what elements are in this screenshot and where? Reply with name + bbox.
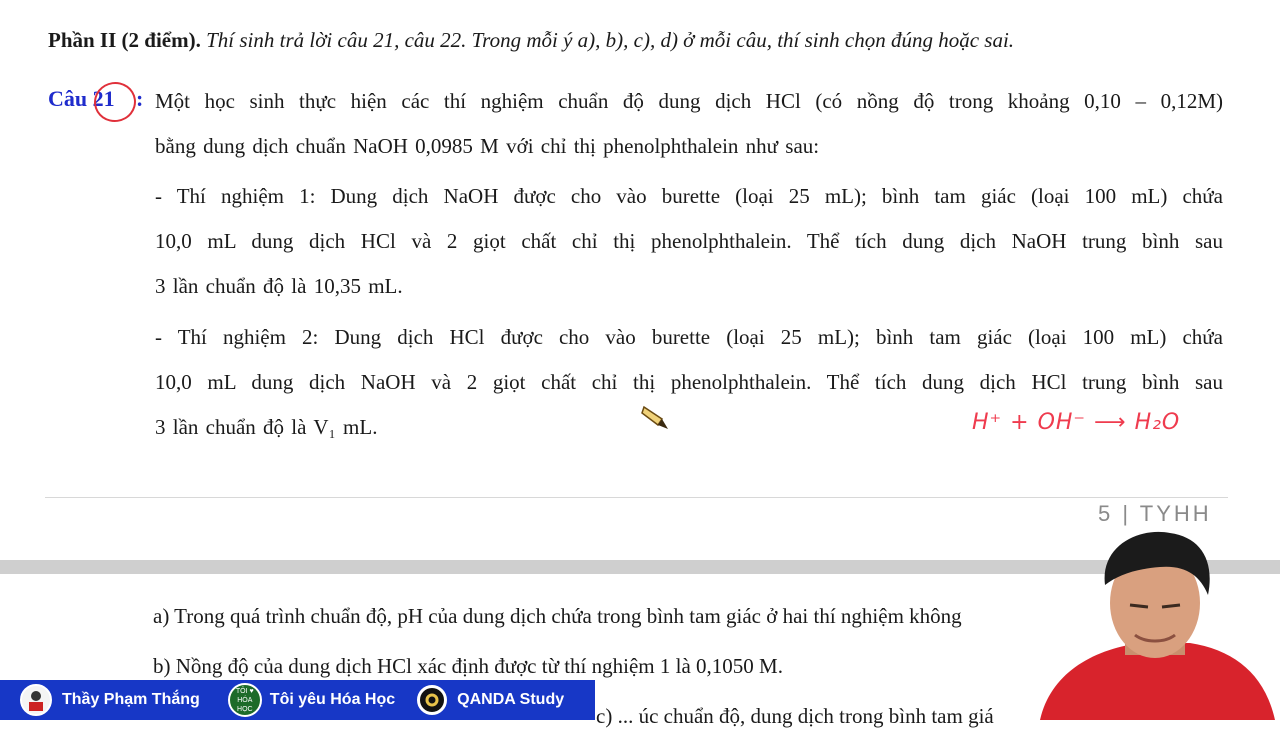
exp2-line-2: 10,0 mL dung dịch NaOH và 2 giọt chất chỉ thị phenolphthalein. Thể tích dung dịch HCl trung bình sau — [155, 370, 1223, 394]
exp1-line-3: 3 lần chuẩn độ là 10,35 mL. — [155, 274, 403, 298]
question-colon: : — [136, 86, 144, 111]
exp1-line-1: - Thí nghiệm 1: Dung dịch NaOH được cho vào burette (loại 25 mL); bình tam giác (loại 100 mL) chứa — [155, 184, 1223, 208]
exp2-line-3: 3 lần chuẩn độ là V₁ mL. — [155, 415, 378, 439]
brand-qanda — [417, 685, 564, 715]
section-heading — [48, 28, 1014, 53]
teacher-avatar — [20, 684, 52, 716]
exp2-line-1: - Thí nghiệm 2: Dung dịch HCl được cho vào burette (loại 25 mL); bình tam giác (loại 100 mL) chứa — [155, 325, 1223, 349]
option-c: c) ... úc chuẩn độ, dung dịch trong bình tam giá — [596, 704, 994, 728]
section-instructions: Thí sinh trả lời câu 21, câu 22. Trong mỗi ý a), b), c), d) ở mỗi câu, thí sinh chọn đúng hoặc sai. — [206, 28, 1015, 52]
intro-line-2: bằng dung dịch chuẩn NaOH 0,0985 M với chỉ thị phenolphthalein như sau: — [155, 134, 820, 158]
page-divider-line — [45, 497, 1228, 498]
intro-line-1: Một học sinh thực hiện các thí nghiệm chuẩn độ dung dịch HCl (có nồng độ trong khoảng 0,10 – 0,12M) — [155, 89, 1223, 113]
brand-bar — [0, 680, 595, 720]
brand-teacher — [20, 684, 200, 716]
chemistry-label: Tôi yêu Hóa Học — [269, 691, 396, 708]
question-number: 21 — [92, 86, 115, 111]
teacher-name: Thầy Phạm Thắng — [62, 691, 200, 708]
question-intro — [155, 79, 1223, 169]
handwritten-equation: H⁺ + OH⁻ ⟶ H₂O — [972, 410, 1181, 435]
chemistry-logo-icon: TÔI ♥ HÓA HỌC — [228, 683, 262, 717]
qanda-logo-icon — [417, 685, 447, 715]
question-label: Câu 21 — [48, 86, 115, 111]
option-a: a) Trong quá trình chuẩn độ, pH của dung dịch chứa trong bình tam giác ở hai thí nghiệm không — [153, 604, 962, 628]
exp1-line-2: 10,0 mL dung dịch HCl và 2 giọt chất chỉ thị phenolphthalein. Thể tích dung dịch NaOH trung bình sau — [155, 229, 1223, 253]
presenter-webcam — [1030, 525, 1280, 720]
experiment-1 — [155, 174, 1223, 309]
pencil-cursor-icon — [640, 403, 670, 431]
brand-chemistry — [228, 683, 395, 717]
section-title: Phần II (2 điểm). — [48, 28, 201, 52]
qanda-label: QANDA Study — [457, 691, 565, 708]
option-b: b) Nồng độ của dung dịch HCl xác định được từ thí nghiệm 1 là 0,1050 M. — [153, 654, 783, 678]
page-number: 5 | TYHH — [1098, 501, 1212, 526]
